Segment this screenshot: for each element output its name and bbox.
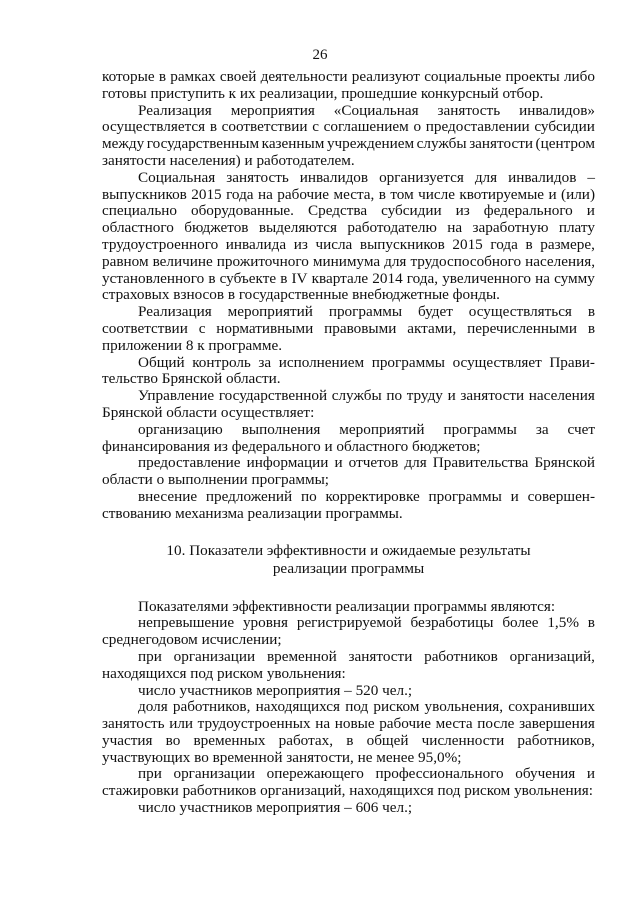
- word: в: [208, 269, 216, 287]
- word: мероприятия: [230, 101, 315, 119]
- word: области о выполнении программы;: [102, 471, 330, 489]
- word: Прави-: [549, 353, 595, 371]
- word: Общий: [138, 353, 185, 371]
- word: сохранивших: [508, 698, 595, 716]
- word: актами,: [407, 319, 457, 337]
- word: реализуют: [351, 68, 420, 85]
- text-line: [102, 599, 595, 616]
- word: нормативными: [216, 319, 314, 337]
- word: учреждением: [326, 135, 415, 153]
- text-line: [102, 287, 595, 304]
- text-line: [102, 119, 595, 136]
- word: «Социальная: [333, 101, 419, 119]
- word: предоставлении: [425, 118, 530, 136]
- text-line: [102, 750, 595, 767]
- word: казенным: [261, 135, 325, 153]
- word: стажировки работников организаций, находящихся под риском увольнения:: [102, 782, 593, 800]
- word: в: [587, 614, 595, 632]
- word: организации: [173, 647, 256, 665]
- word: с: [198, 319, 206, 337]
- word: –: [587, 168, 595, 186]
- word: рабочие: [379, 715, 431, 733]
- word: в: [158, 68, 166, 85]
- word: соответствии: [221, 118, 308, 136]
- word: службы: [331, 387, 382, 405]
- word: за: [258, 353, 272, 371]
- word: корректировке: [325, 487, 420, 505]
- text-line: [102, 649, 595, 666]
- word: регистрируемой: [296, 614, 402, 632]
- text-line: [102, 472, 595, 489]
- word: увеличенного: [442, 269, 531, 287]
- word: равном: [102, 252, 149, 270]
- word: отчетов: [348, 454, 399, 472]
- word: выпускников: [359, 235, 445, 253]
- word: безработицы: [410, 614, 494, 632]
- word: число участников мероприятия – 606 чел.;: [138, 799, 413, 817]
- word: которые: [102, 68, 155, 85]
- word: года: [490, 235, 518, 253]
- word: прожиточного: [216, 252, 309, 270]
- word: находящихся под риском увольнения:: [102, 664, 346, 682]
- word: либо: [563, 68, 595, 85]
- word: организуется: [379, 168, 464, 186]
- word: 2015: [191, 185, 222, 203]
- word: сумму: [554, 269, 595, 287]
- word: страховых взносов в государственные внебюджетные фонды.: [102, 286, 500, 304]
- word: по: [300, 487, 317, 505]
- word: в: [378, 185, 386, 203]
- word: соглашением: [323, 118, 409, 136]
- word: работников,: [517, 731, 595, 749]
- word: занятость: [437, 101, 501, 119]
- text-line: [102, 683, 595, 700]
- text-line: [102, 455, 595, 472]
- word: занятости: [469, 135, 533, 153]
- word: 2015: [452, 235, 483, 253]
- word: занятости населения) и работодателем.: [102, 151, 355, 169]
- word: Средства: [307, 202, 368, 220]
- word: в: [587, 319, 595, 337]
- word: квартале: [311, 269, 369, 287]
- word: рамках: [170, 68, 216, 85]
- text-line: [102, 136, 595, 153]
- word: общей: [366, 731, 409, 749]
- word: размере,: [540, 235, 595, 253]
- word: находящихся: [255, 698, 341, 716]
- word: правовыми: [324, 319, 397, 337]
- word: с: [312, 118, 319, 136]
- word: совершен-: [527, 487, 595, 505]
- word: и: [334, 454, 343, 472]
- text-line: [102, 666, 595, 683]
- word: в: [280, 269, 288, 287]
- word: соответствии: [102, 319, 188, 337]
- word: при: [138, 647, 162, 665]
- word: участвующих во временной занятости, не менее 95,0%;: [102, 748, 462, 766]
- word: среднегодовом исчислении;: [102, 631, 282, 649]
- text-line: [102, 170, 595, 187]
- word: года,: [406, 269, 439, 287]
- text-line: [102, 338, 595, 355]
- text-line: [102, 103, 595, 120]
- word: во: [165, 731, 181, 749]
- word: специально: [102, 202, 177, 220]
- text-line: [102, 86, 595, 103]
- word: уровня: [242, 614, 289, 632]
- word: своей: [219, 68, 257, 85]
- word: инвалида: [225, 235, 287, 253]
- word: занятость: [102, 715, 165, 733]
- word: населения: [528, 387, 595, 405]
- text-line: [102, 304, 595, 321]
- word: Брянской области осуществляет:: [102, 403, 315, 421]
- word: социальные: [424, 68, 502, 85]
- word: о: [413, 118, 422, 136]
- word: на: [447, 219, 463, 237]
- word: государственным: [146, 135, 260, 153]
- text-line: [102, 716, 595, 733]
- word: исполнением: [278, 353, 365, 371]
- word: выпускников: [102, 185, 187, 203]
- text-line: [102, 632, 595, 649]
- word: федерального: [483, 202, 573, 220]
- word: после: [477, 715, 515, 733]
- text-line: [102, 69, 595, 86]
- text-line: [102, 766, 595, 783]
- word: 1,5%: [547, 614, 579, 632]
- word: организации: [173, 765, 256, 783]
- text-line: [102, 153, 595, 170]
- word: Реализация: [138, 101, 212, 119]
- word: предоставление: [138, 454, 241, 472]
- word: деятельности: [260, 68, 348, 85]
- page-number: 26: [312, 47, 328, 63]
- word: при: [138, 765, 162, 783]
- word: организацию: [138, 420, 223, 438]
- word: Брянской: [534, 454, 595, 472]
- word: временной: [266, 647, 337, 665]
- word: программы: [371, 353, 446, 371]
- text-line: [102, 220, 595, 237]
- word: организаций,: [509, 647, 595, 665]
- word: финансирования из федерального и областного бюджетов;: [102, 437, 481, 455]
- word: числе: [418, 185, 455, 203]
- word: из: [293, 235, 308, 253]
- word: временных: [193, 731, 266, 749]
- word: увольнения,: [424, 698, 504, 716]
- word: непревышение: [138, 614, 235, 632]
- word: и: [447, 387, 456, 405]
- text-line: [102, 187, 595, 204]
- word: заработную: [472, 219, 549, 237]
- word: инвалидов: [508, 168, 577, 186]
- section-heading-continued: реализации программы: [272, 559, 425, 577]
- word: населения,: [525, 252, 595, 270]
- text-line: [102, 388, 595, 405]
- word: будет: [418, 303, 453, 321]
- word: профессионального: [375, 765, 504, 783]
- word: и: [586, 202, 595, 220]
- text-line: [102, 237, 595, 254]
- word: завершения: [519, 715, 595, 733]
- word: осуществляется: [102, 118, 206, 136]
- word: под: [345, 698, 369, 716]
- word: Управление: [138, 387, 215, 405]
- word: в: [346, 731, 354, 749]
- word: проекты: [505, 68, 560, 85]
- text-line: [102, 699, 595, 716]
- text-line: [102, 405, 595, 422]
- word: выделяются: [258, 219, 337, 237]
- text-line: [102, 506, 595, 523]
- word: квотируемые: [459, 185, 545, 203]
- word: занятость: [226, 168, 289, 186]
- word: перечисленными: [467, 319, 577, 337]
- word: субъекте: [219, 269, 277, 287]
- word: предложений: [205, 487, 293, 505]
- text-line: [102, 371, 595, 388]
- word: субсидии: [534, 118, 595, 136]
- text-line: [102, 439, 595, 456]
- section-heading: 10. Показатели эффективности и ожидаемые результаты: [166, 541, 531, 559]
- word: мероприятий: [339, 420, 425, 438]
- word: опережающего: [266, 765, 364, 783]
- word: областного: [102, 219, 174, 237]
- word: установленного: [102, 269, 205, 287]
- word: выполнения: [241, 420, 321, 438]
- word: программы: [428, 487, 502, 505]
- text-line: [102, 783, 595, 800]
- word: числа: [315, 235, 353, 253]
- word: бюджетов: [184, 219, 249, 237]
- word: трудоустроенного: [102, 235, 219, 253]
- word: на: [315, 715, 331, 733]
- word: готовы приступить к их реализации, прошедшие конкурсный отбор.: [102, 84, 544, 102]
- word: мероприятий: [227, 303, 313, 321]
- word: государственной: [218, 387, 328, 405]
- word: новые: [334, 715, 375, 733]
- word: внесение: [138, 487, 198, 505]
- word: или: [169, 715, 194, 733]
- word: более: [502, 614, 539, 632]
- word: трудоспособного: [410, 252, 522, 270]
- word: участия: [102, 731, 153, 749]
- word: величине: [152, 252, 213, 270]
- word: между: [102, 135, 145, 153]
- word: для: [474, 168, 498, 186]
- text-line: [102, 203, 595, 220]
- word: для: [404, 454, 427, 472]
- document-body: [102, 69, 595, 817]
- word: года: [226, 185, 254, 203]
- word: плату: [558, 219, 595, 237]
- word: для: [384, 252, 407, 270]
- word: и: [586, 765, 595, 783]
- word: места,: [333, 185, 375, 203]
- text-line: [102, 615, 595, 632]
- word: и: [548, 185, 557, 203]
- text-line: [102, 489, 595, 506]
- word: численности: [421, 731, 505, 749]
- word: в: [209, 118, 217, 136]
- word: работодателю: [347, 219, 437, 237]
- word: ствованию механизма реализации программы.: [102, 504, 403, 522]
- word: в: [525, 235, 533, 253]
- word: работах,: [278, 731, 334, 749]
- word: оборудованные.: [190, 202, 294, 220]
- word: субсидии: [381, 202, 442, 220]
- word: приложении 8 к программе.: [102, 336, 283, 354]
- word: занятости: [348, 647, 413, 665]
- text-line: [102, 422, 595, 439]
- word: рабочие: [277, 185, 330, 203]
- word: на: [535, 269, 550, 287]
- word: минимума: [312, 252, 381, 270]
- text-line: [102, 321, 595, 338]
- word: за: [535, 420, 549, 438]
- word: осуществляться: [468, 303, 572, 321]
- word: занятости: [460, 387, 525, 405]
- word: Социальная: [138, 168, 216, 186]
- text-line: [102, 733, 595, 750]
- word: в: [587, 303, 595, 321]
- word: и: [510, 487, 519, 505]
- word: информации: [246, 454, 329, 472]
- word: том: [390, 185, 414, 203]
- word: по: [386, 387, 403, 405]
- word: работников: [424, 647, 498, 665]
- word: контроль: [192, 353, 251, 371]
- word: риском: [373, 698, 420, 716]
- word: осуществляет: [452, 353, 542, 371]
- word: Правительства: [432, 454, 529, 472]
- word: службы: [416, 135, 467, 153]
- word: программы: [328, 303, 403, 321]
- word: Реализация: [138, 303, 212, 321]
- word: обучения: [515, 765, 576, 783]
- word: инвалидов: [299, 168, 369, 186]
- word: инвалидов»: [519, 101, 595, 119]
- text-line: [102, 271, 595, 288]
- word: места: [435, 715, 473, 733]
- word: на: [257, 185, 273, 203]
- word: трудоустроенных: [197, 715, 311, 733]
- word: 2014: [372, 269, 403, 287]
- text-line: [102, 800, 595, 817]
- word: (или): [561, 185, 595, 203]
- word: доля: [138, 698, 168, 716]
- word: программы: [443, 420, 517, 438]
- text-line: [102, 355, 595, 372]
- text-line: [102, 254, 595, 271]
- word: труду: [406, 387, 443, 405]
- word: тельство Брянской области.: [102, 370, 281, 388]
- word: Показателями эффективности реализации программы являются:: [138, 597, 556, 615]
- word: работников,: [172, 698, 251, 716]
- word: счет: [567, 420, 595, 438]
- word: число участников мероприятия – 520 чел.;: [138, 681, 413, 699]
- word: (центром: [535, 135, 595, 153]
- word: IV: [291, 269, 308, 287]
- word: из: [455, 202, 470, 220]
